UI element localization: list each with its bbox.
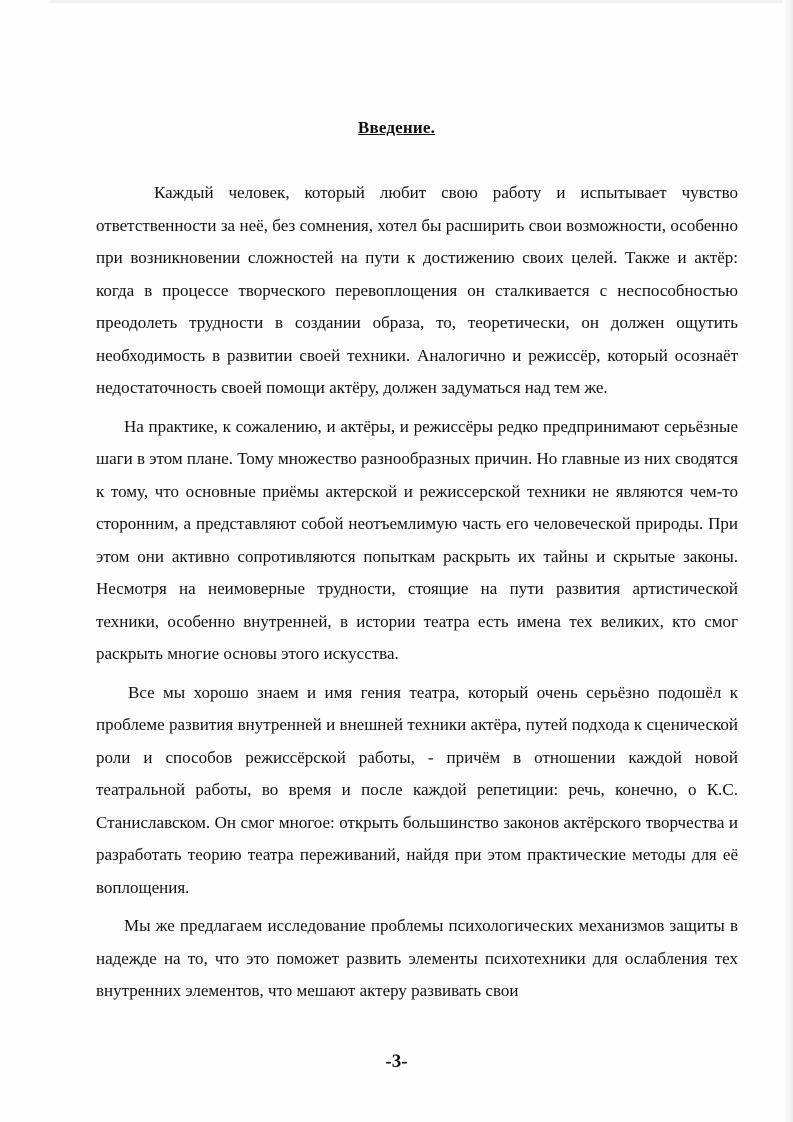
scan-edge-top (50, 0, 783, 3)
paragraph-4: Мы же предлагаем исследование проблемы психологических механизмов защиты в надежде на то, что это поможет развить элементы психотехники для ослабления тех внутренних элементов, что мешают актеру развивать свои (96, 916, 738, 1000)
body-text (96, 177, 738, 1014)
page-title: Введение. (357, 118, 436, 137)
paragraph-2: На практике, к сожалению, и актёры, и режиссёры редко предпринимают серьёзные шаги в этом плане. Тому множество разнообразных причин. Но главные из них сводятся к тому, что основные приёмы актерской и режиссерской техники не являются чем-то сторонним, а представляют собой неотъемлимую часть его человеческой природы. При этом они активно сопротивляются попыткам раскрыть их тайны и скрытые законы. Несмотря на неимоверные трудности, стоящие на пути развития артистической техники, особенно внутренней, в истории театра есть имена тех великих, кто смог раскрыть многие основы этого искусства. (96, 416, 738, 663)
paragraph-1: Каждый человек, который любит свою работу и испытывает чувство ответственности за неё, без сомнения, хотел бы расширить свои возможности, особенно при возникновении сложностей на пути к достижению своих целей. Также и актёр: когда в процессе творческого перевоплощения он сталкивается с неспособностью преодолеть трудности в создании образа, то, теоретически, он должен ощутить необходимость в развитии своей техники. Аналогично и режиссёр, который осознаёт недостаточность своей помощи актёру, должен задуматься над тем же. (96, 183, 738, 397)
paragraph-3: Все мы хорошо знаем и имя гения театра, который очень серьёзно подошёл к проблеме развития внутренней и внешней техники актёра, путей подхода к сценической роли и способов режиссёрской работы, - причём в отношении каждой новой театральной работы, во время и после каждой репетиции: речь, конечно, о К.С. Станиславском. Он смог многое: открыть большинство законов актёрского творчества и разработать теорию театра переживаний, найдя при этом практические методы для её воплощения. (96, 682, 738, 897)
scan-edge-right (783, 0, 793, 1122)
page-number: -3- (385, 1051, 408, 1072)
